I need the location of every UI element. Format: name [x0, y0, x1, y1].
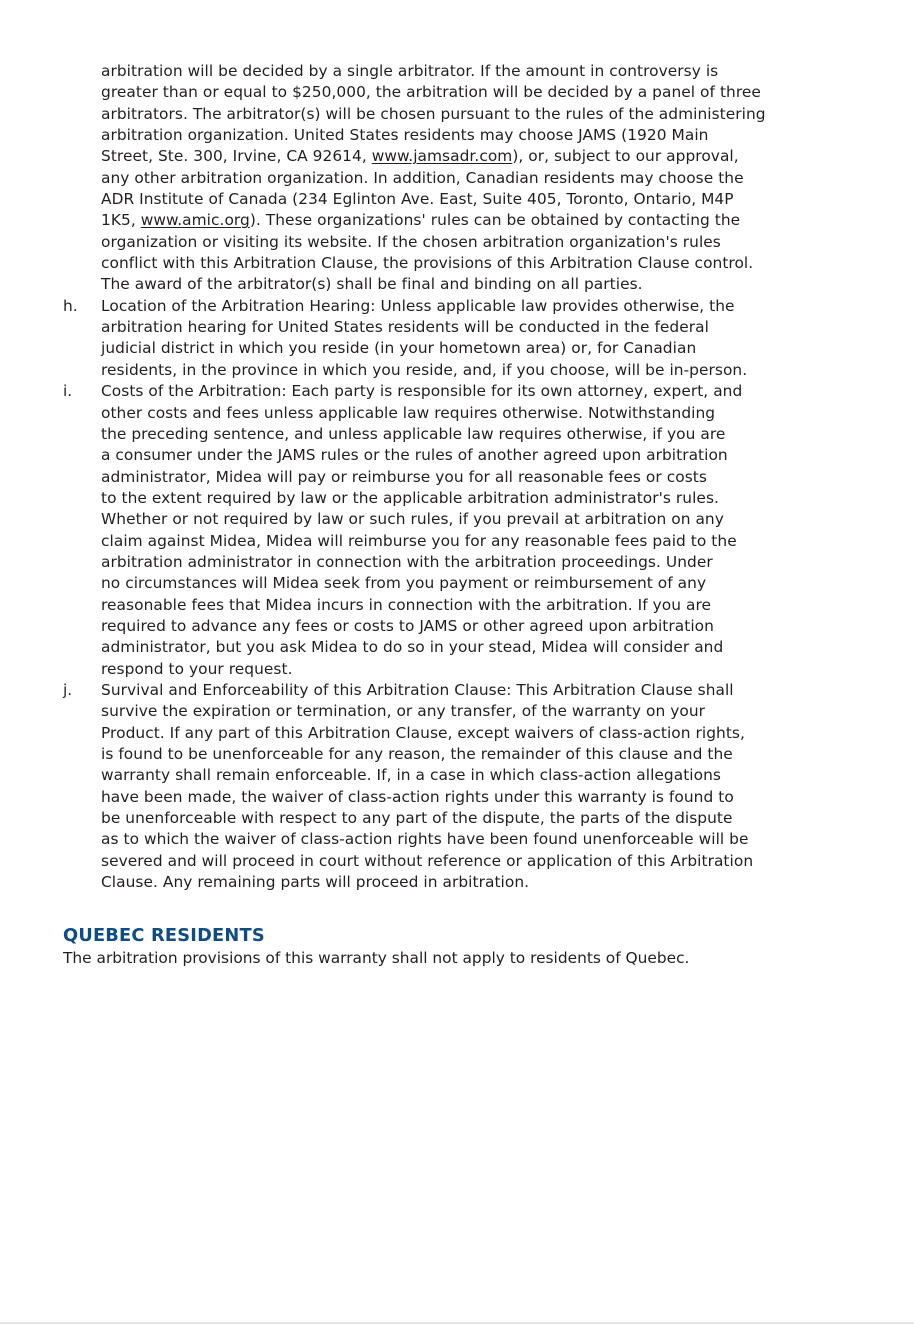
- website-link[interactable]: www.amic.org: [140, 211, 250, 230]
- text-line: to the extent required by law or the applicable arbitration administrator's rules.: [101, 488, 719, 507]
- website-link[interactable]: www.jamsadr.com: [371, 147, 513, 166]
- text-line: reasonable fees that Midea incurs in connection with the arbitration. If you are: [101, 595, 712, 614]
- text-line: the preceding sentence, and unless applicable law requires otherwise, if you are: [101, 424, 726, 443]
- text-line: administrator, but you ask Midea to do so in your stead, Midea will consider and: [101, 638, 724, 657]
- clause-text: [101, 381, 861, 680]
- clause-text: [101, 680, 861, 893]
- clause-item-i: [0, 381, 914, 680]
- text-line: required to advance any fees or costs to JAMS or other agreed upon arbitration: [101, 616, 714, 635]
- text-line: any other arbitration organization. In addition, Canadian residents may choose the: [101, 168, 744, 187]
- text-line: arbitrators. The arbitrator(s) will be chosen pursuant to the rules of the administering: [101, 104, 766, 123]
- line-text-after: ). These organizations' rules can be obtained by contacting the: [249, 211, 741, 230]
- text-line: Whether or not required by law or such rules, if you prevail at arbitration on any: [101, 510, 724, 529]
- text-line: as to which the waiver of class-action rights have been found unenforceable will be: [101, 830, 749, 849]
- clause-text: [101, 296, 861, 381]
- clause-continuation: [0, 61, 914, 296]
- text-line: be unenforceable with respect to any part of the dispute, the parts of the dispute: [101, 809, 733, 828]
- text-line: survive the expiration or termination, or any transfer, of the warranty on your: [101, 702, 706, 721]
- text-line: arbitration administrator in connection with the arbitration proceedings. Under: [101, 552, 713, 571]
- text-line: arbitration hearing for United States residents will be conducted in the federal: [101, 318, 709, 337]
- clause-marker: j.: [63, 680, 73, 699]
- quebec-residents-paragraph: The arbitration provisions of this warranty shall not apply to residents of Quebec.: [63, 949, 690, 967]
- text-line: claim against Midea, Midea will reimburse you for any reasonable fees paid to the: [101, 531, 737, 550]
- text-line: no circumstances will Midea seek from you payment or reimbursement of any: [101, 574, 707, 593]
- text-line: judicial district in which you reside (in your hometown area) or, for Canadian: [101, 339, 697, 358]
- text-line: arbitration organization. United States residents may choose JAMS (1920 Main: [101, 126, 709, 145]
- text-line: conflict with this Arbitration Clause, the provisions of this Arbitration Clause control.: [101, 254, 754, 273]
- text-line: a consumer under the JAMS rules or the rules of another agreed upon arbitration: [101, 446, 728, 465]
- text-line: warranty shall remain enforceable. If, in a case in which class-action allegations: [101, 766, 721, 785]
- text-line: have been made, the waiver of class-action rights under this warranty is found to: [101, 787, 734, 806]
- text-line: Product. If any part of this Arbitration Clause, except waivers of class-action rights,: [101, 723, 745, 742]
- text-line: Costs of the Arbitration: Each party is responsible for its own attorney, expert, and: [101, 382, 743, 401]
- text-line: is found to be unenforceable for any reason, the remainder of this clause and the: [101, 745, 733, 763]
- text-line: severed and will proceed in court without reference or application of this Arbitration: [101, 851, 754, 870]
- text-line: organization or visiting its website. If the chosen arbitration organization's rules: [101, 232, 721, 251]
- text-line: other costs and fees unless applicable law requires otherwise. Notwithstanding: [101, 403, 716, 422]
- text-line: administrator, Midea will pay or reimburse you for all reasonable fees or costs: [101, 467, 707, 486]
- clause-item-h: [0, 296, 914, 381]
- line-text-after: ), or, subject to our approval,: [512, 147, 739, 166]
- quebec-residents-heading: QUEBEC RESIDENTS: [63, 925, 265, 946]
- text-line: The award of the arbitrator(s) shall be final and binding on all parties.: [101, 275, 643, 294]
- line-text-before: Street, Ste. 300, Irvine, CA 92614,: [101, 147, 372, 166]
- text-line: respond to your request.: [101, 659, 293, 678]
- clause-item-j: [0, 680, 914, 893]
- text-line: greater than or equal to $250,000, the arbitration will be decided by a panel of three: [101, 83, 761, 102]
- clause-text: [101, 61, 861, 296]
- text-line: Location of the Arbitration Hearing: Unless applicable law provides otherwise, the: [101, 296, 735, 315]
- text-line: residents, in the province in which you reside, and, if you choose, will be in-person.: [101, 360, 748, 379]
- text-line: [101, 210, 861, 231]
- text-line: [101, 146, 861, 167]
- text-line: Clause. Any remaining parts will proceed in arbitration.: [101, 873, 530, 892]
- arbitration-clause-list: [0, 61, 914, 893]
- line-text-before: 1K5,: [101, 211, 141, 230]
- text-line: ADR Institute of Canada (234 Eglinton Ave. East, Suite 405, Toronto, Ontario, M4P: [101, 190, 734, 209]
- text-line: arbitration will be decided by a single arbitrator. If the amount in controversy is: [101, 62, 719, 80]
- clause-marker: i.: [63, 382, 73, 401]
- clause-marker: h.: [63, 296, 78, 315]
- text-line: Survival and Enforceability of this Arbitration Clause: This Arbitration Clause shall: [101, 680, 734, 699]
